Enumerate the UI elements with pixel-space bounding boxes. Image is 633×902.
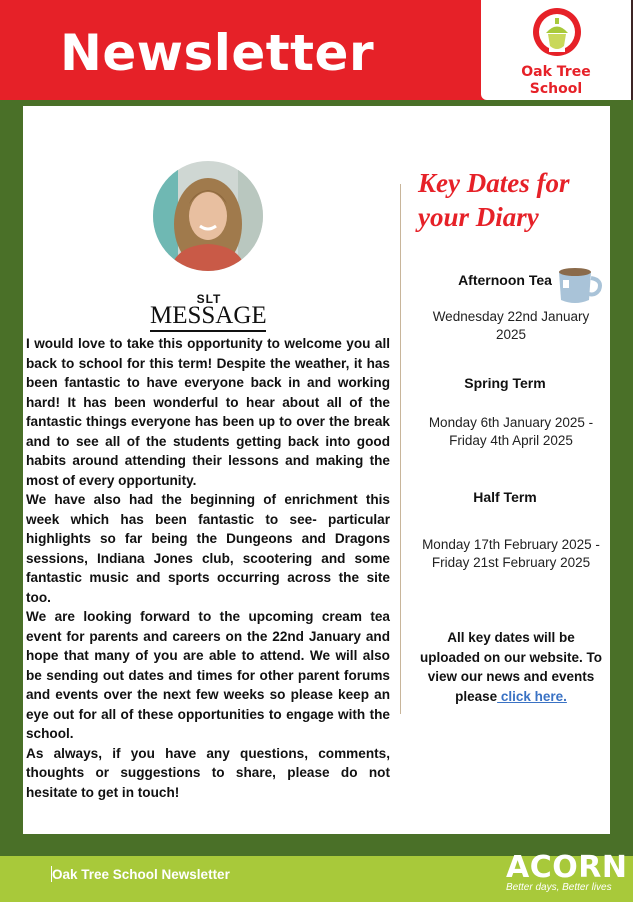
acorn-brand-logo: ACORN xyxy=(506,850,628,885)
acorn-tagline: Better days, Better lives xyxy=(506,882,612,893)
message-heading: MESSAGE xyxy=(150,302,266,332)
column-divider xyxy=(400,184,401,714)
acorn-logo-icon xyxy=(529,6,585,62)
event-date-spring-term: Monday 6th January 2025 - Friday 4th April 2025 xyxy=(428,415,594,448)
key-dates-title: Key Dates for your Diary xyxy=(418,168,570,232)
slt-portrait-photo xyxy=(152,160,264,272)
event-date-half-term: Monday 17th February 2025 - Friday 21st February 2025 xyxy=(422,537,600,570)
event-heading-afternoon-tea: Afternoon Tea xyxy=(458,272,552,288)
click-here-link[interactable]: click here. xyxy=(497,688,567,704)
tea-cup-icon xyxy=(555,266,605,306)
website-note xyxy=(420,628,602,706)
school-logo-name xyxy=(500,64,612,98)
school-name-line1: Oak Tree xyxy=(521,64,591,80)
slt-label: SLT xyxy=(196,292,222,306)
event-heading-half-term: Half Term xyxy=(473,489,537,505)
event-heading-spring-term: Spring Term xyxy=(464,375,546,391)
slt-message-body xyxy=(26,334,390,802)
website-note-text: All key dates will be uploaded on our website. To view our news and events please xyxy=(420,630,602,704)
footer-newsletter-label: Oak Tree School Newsletter xyxy=(52,867,230,882)
newsletter-title: Newsletter xyxy=(60,24,375,82)
message-paragraph: We have also had the beginning of enrichment this week which has been fantastic to see- particular highlights so far being the Dungeons and Dragons sessions, Indiana Jones club, scootering and some fantastic music and sports occurring across the site too. xyxy=(26,492,390,605)
message-paragraph: As always, if you have any questions, comments, thoughts or suggestions to share, please do not hesitate to get in touch! xyxy=(26,745,390,800)
event-date-afternoon-tea: Wednesday 22nd January 2025 xyxy=(432,309,590,342)
message-paragraph: We are looking forward to the upcoming cream tea event for parents and careers on the 22nd January and hope that many of you are able to attend. We will also be sending out dates and times for other parent forums and events over the next few weeks so please keep an eye out for all of these opportunities to engage with the school. xyxy=(26,609,390,741)
school-name-line2: School xyxy=(529,81,583,97)
message-paragraph: I would love to take this opportunity to welcome you all back to school for this term! Despite the weather, it has been fantastic to have everyone back in and working hard! It has been wonderful to hear about all of the fantastic things everyone has been up to over the break and to see all of the students getting back into good habits around attending their lessons and making the most of every opportunity. xyxy=(26,336,390,488)
